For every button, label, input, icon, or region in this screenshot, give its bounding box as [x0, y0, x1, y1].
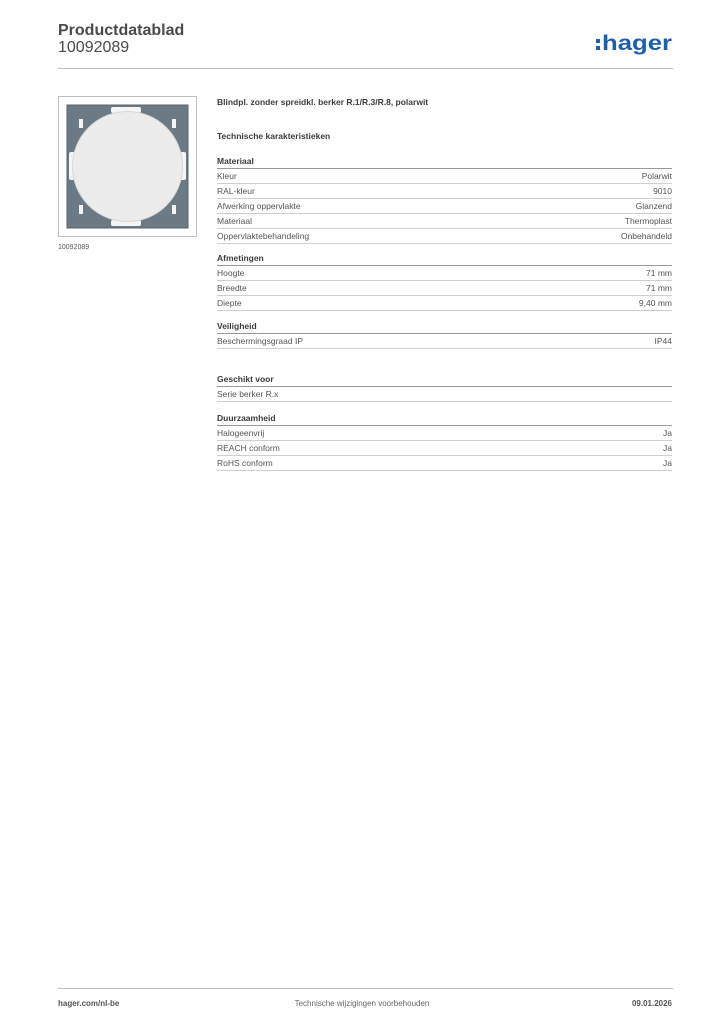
document-number: 10092089 — [58, 39, 130, 56]
image-caption: 10092089 — [58, 244, 90, 251]
technical-characteristics-heading: Technische karakteristieken — [217, 131, 331, 141]
section-title: Duurzaamheid — [217, 412, 672, 426]
section-duurzaamheid — [217, 412, 672, 471]
section-title: Geschikt voor — [217, 373, 672, 387]
spec-value: 71 mm — [646, 268, 672, 278]
footer-date: 09.01.2026 — [631, 999, 672, 1008]
spec-value: Thermoplast — [624, 216, 672, 226]
spec-row — [217, 296, 672, 311]
logo-text: hager — [602, 32, 672, 55]
footer-divider — [58, 988, 673, 989]
footer-disclaimer: Technische wijzigingen voorbehouden — [294, 999, 430, 1008]
spec-row — [217, 334, 672, 349]
hager-logo — [594, 28, 674, 56]
document-title: Productdatablad — [58, 22, 185, 39]
spec-row — [217, 184, 672, 199]
spec-row — [217, 199, 672, 214]
spec-label: RoHS conform — [217, 458, 273, 468]
spec-value: 9010 — [653, 186, 672, 196]
spec-row — [217, 229, 672, 244]
spec-label: Diepte — [217, 298, 242, 308]
spec-row — [217, 387, 672, 402]
spec-value: Ja — [663, 428, 672, 438]
spec-label: Kleur — [217, 171, 237, 181]
section-title: Materiaal — [217, 155, 672, 169]
spec-label: Serie berker R.x — [217, 389, 279, 399]
section-geschikt-voor — [217, 373, 672, 402]
footer-website-link[interactable]: hager.com/nl-be — [58, 999, 120, 1008]
spec-value: Polarwit — [641, 171, 672, 181]
section-veiligheid — [217, 320, 672, 349]
spec-label: Halogeenvrij — [217, 428, 265, 438]
spec-label: Beschermingsgraad IP — [217, 336, 303, 346]
spec-row — [217, 281, 672, 296]
spec-row — [217, 456, 672, 471]
product-image — [58, 96, 197, 237]
spec-row — [217, 214, 672, 229]
spec-label: RAL-kleur — [217, 186, 255, 196]
spec-label: Materiaal — [217, 216, 252, 226]
spec-row — [217, 266, 672, 281]
spec-value: 9,40 mm — [638, 298, 672, 308]
spec-row — [217, 169, 672, 184]
spec-label: Hoogte — [217, 268, 245, 278]
spec-value: 71 mm — [646, 283, 672, 293]
section-afmetingen — [217, 252, 672, 311]
spec-value: Glanzend — [635, 201, 672, 211]
spec-label: REACH conform — [217, 443, 280, 453]
section-materiaal — [217, 155, 672, 244]
section-title: Veiligheid — [217, 320, 672, 334]
product-name: Blindpl. zonder spreidkl. berker R.1/R.3/R.8, polarwit — [217, 97, 429, 107]
spec-label: Breedte — [217, 283, 247, 293]
spec-label: Oppervlaktebehandeling — [217, 231, 310, 241]
spec-value: IP44 — [654, 336, 672, 346]
spec-value: Ja — [663, 458, 672, 468]
spec-value: Onbehandeld — [620, 231, 672, 241]
spec-label: Afwerking oppervlakte — [217, 201, 301, 211]
header-divider — [58, 68, 673, 69]
spec-row — [217, 441, 672, 456]
spec-value: Ja — [663, 443, 672, 453]
spec-row — [217, 426, 672, 441]
section-title: Afmetingen — [217, 252, 672, 266]
blank-plate-illustration — [59, 97, 196, 236]
